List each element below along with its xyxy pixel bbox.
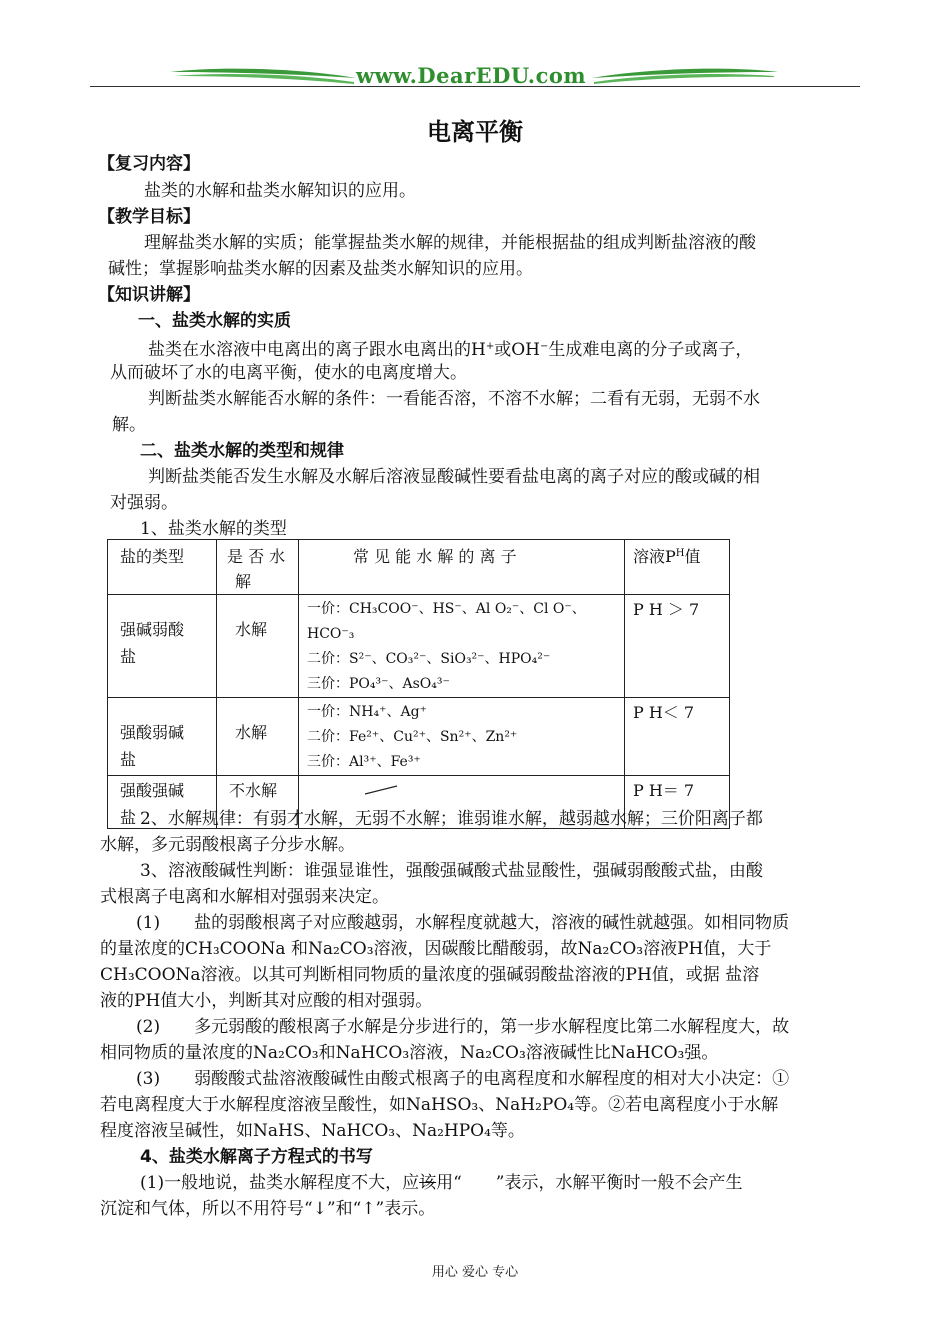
review-heading: 【复习内容】	[98, 154, 200, 174]
table-row	[108, 595, 730, 698]
rule-2-line-1: 2、水解规律：有弱才水解，无弱不水解；谁弱谁水解，越弱越水解；三价阳离子都	[140, 809, 763, 829]
point-1-line-4: 液的PH值大小，判断其对应酸的相对强弱。	[100, 991, 433, 1011]
row-1-type: 强碱弱酸 盐	[108, 595, 217, 698]
section-1-para-2-line-2: 解。	[112, 415, 146, 435]
header-rule	[90, 86, 860, 87]
section-4-para-line-2: 沉淀和气体，所以不用符号“↓”和“↑”表示。	[100, 1199, 436, 1219]
point-1-line-2: 的量浓度的CH₃COONa 和Na₂CO₃溶液，因碳酸比醋酸弱，故Na₂CO₃溶液PH值，大于	[100, 939, 772, 959]
point-2-line-1: (2) 多元弱酸的酸根离子水解是分步进行的，第一步水解程度比第二水解程度大，故	[136, 1017, 790, 1037]
hydrolysis-type-table	[107, 539, 730, 829]
row-2-type: 强酸弱碱 盐	[108, 698, 217, 776]
row-2-hydrolyze: 水解	[217, 698, 299, 776]
section-4-para-line-1: (1)一般地说，盐类水解程度不大，应该用“ ”表示，水解平衡时一般不会产生	[140, 1173, 743, 1193]
rule-3-line-1: 3、溶液酸碱性判断：谁强显谁性，强酸强碱酸式盐显酸性，强碱弱酸酸式盐，由酸	[140, 861, 763, 881]
row-1-ions: 一价：CH₃COO⁻、HS⁻、Al O₂⁻、Cl O⁻、HCO⁻₃ 二价：S²⁻、CO₃²⁻、SiO₃²⁻、HPO₄²⁻ 三价：PO₄³⁻、AsO₄³⁻	[299, 595, 625, 698]
section-4-heading: 4、盐类水解离子方程式的书写	[140, 1147, 373, 1167]
row-3-hydrolyze: 不水解	[217, 776, 299, 829]
row-1-ph: P H ＞ 7	[625, 595, 730, 698]
header-ph: 溶液$P^H$值	[625, 540, 730, 595]
section-1-para-2-line-1: 判断盐类水解能否水解的条件：一看能否溶，不溶不水解；二看有无弱，无弱不水	[148, 389, 760, 409]
point-1-line-1: (1) 盐的弱酸根离子对应酸越弱，水解程度就越大，溶液的碱性就越强。如相同物质	[136, 913, 790, 933]
rule-3-line-2: 式根离子电离和水解相对强弱来决定。	[100, 887, 389, 907]
header-salt-type: 盐的类型	[108, 540, 217, 595]
point-3-line-1: (3) 弱酸酸式盐溶液酸碱性由酸式根离子的电离程度和水解程度的相对大小决定：①	[136, 1069, 790, 1089]
page-footer: 用心 爱心 专心	[431, 1265, 519, 1280]
section-2-para-line-1: 判断盐类能否发生水解及水解后溶液显酸碱性要看盐电离的离子对应的酸或碱的相	[148, 467, 760, 487]
header-hydrolyze: 是 否 水 解	[217, 540, 299, 595]
section-1-heading: 一、盐类水解的实质	[138, 311, 291, 331]
section-2-sub-1: 1、盐类水解的类型	[140, 519, 287, 539]
page-title: 电离平衡	[427, 118, 523, 146]
point-3-line-3: 程度溶液呈碱性，如NaHS、NaHCO₃、Na₂HPO₄等。	[100, 1121, 525, 1141]
row-2-ions: 一价：NH₄⁺、Ag⁺ 二价：Fe²⁺、Cu²⁺、Sn²⁺、Zn²⁺ 三价：Al³⁺、Fe³⁺	[299, 698, 625, 776]
header-swoosh-left	[168, 64, 358, 86]
table-header-row	[108, 540, 730, 595]
section-2-para-line-2: 对强弱。	[110, 493, 178, 513]
dash-mark	[363, 780, 423, 800]
goal-heading: 【教学目标】	[98, 207, 200, 227]
row-3-ph: P H＝ 7	[625, 776, 730, 829]
point-1-line-3: CH₃COONa溶液。以其可判断相同物质的量浓度的强碱弱酸盐溶液的PH值，或据 盐溶	[100, 965, 760, 985]
review-body: 盐类的水解和盐类水解知识的应用。	[144, 181, 416, 201]
site-logo[interactable]: www.DearEDU.com	[356, 63, 587, 88]
section-2-heading: 二、盐类水解的类型和规律	[140, 441, 344, 461]
row-3-type: 强酸强碱 盐	[108, 776, 217, 829]
point-2-line-2: 相同物质的量浓度的Na₂CO₃和NaHCO₃溶液，Na₂CO₃溶液碱性比NaHCO₃强。	[100, 1043, 719, 1063]
table-row	[108, 698, 730, 776]
goal-line-1: 理解盐类水解的实质；能掌握盐类水解的规律，并能根据盐的组成判断盐溶液的酸	[144, 233, 756, 253]
header-swoosh-right	[590, 64, 780, 86]
row-1-hydrolyze: 水解	[217, 595, 299, 698]
section-1-para-1-line-2: 从而破坏了水的电离平衡，使水的电离度增大。	[110, 363, 467, 383]
goal-line-2: 碱性；掌握影响盐类水解的因素及盐类水解知识的应用。	[108, 259, 533, 279]
header-ions: 常 见 能 水 解 的 离 子	[299, 540, 625, 595]
section-1-para-1-line-1: 盐类在水溶液中电离出的离子跟水电离出的H+或OH−生成难电离的分子或离子，	[148, 340, 753, 360]
point-3-line-2: 若电离程度大于水解程度溶液呈酸性，如NaHSO₃、NaH₂PO₄等。②若电离程度小于水解	[100, 1095, 779, 1115]
row-2-ph: P H＜ 7	[625, 698, 730, 776]
knowledge-heading: 【知识讲解】	[98, 285, 200, 305]
rule-2-line-2: 水解，多元弱酸根离子分步水解。	[100, 835, 355, 855]
